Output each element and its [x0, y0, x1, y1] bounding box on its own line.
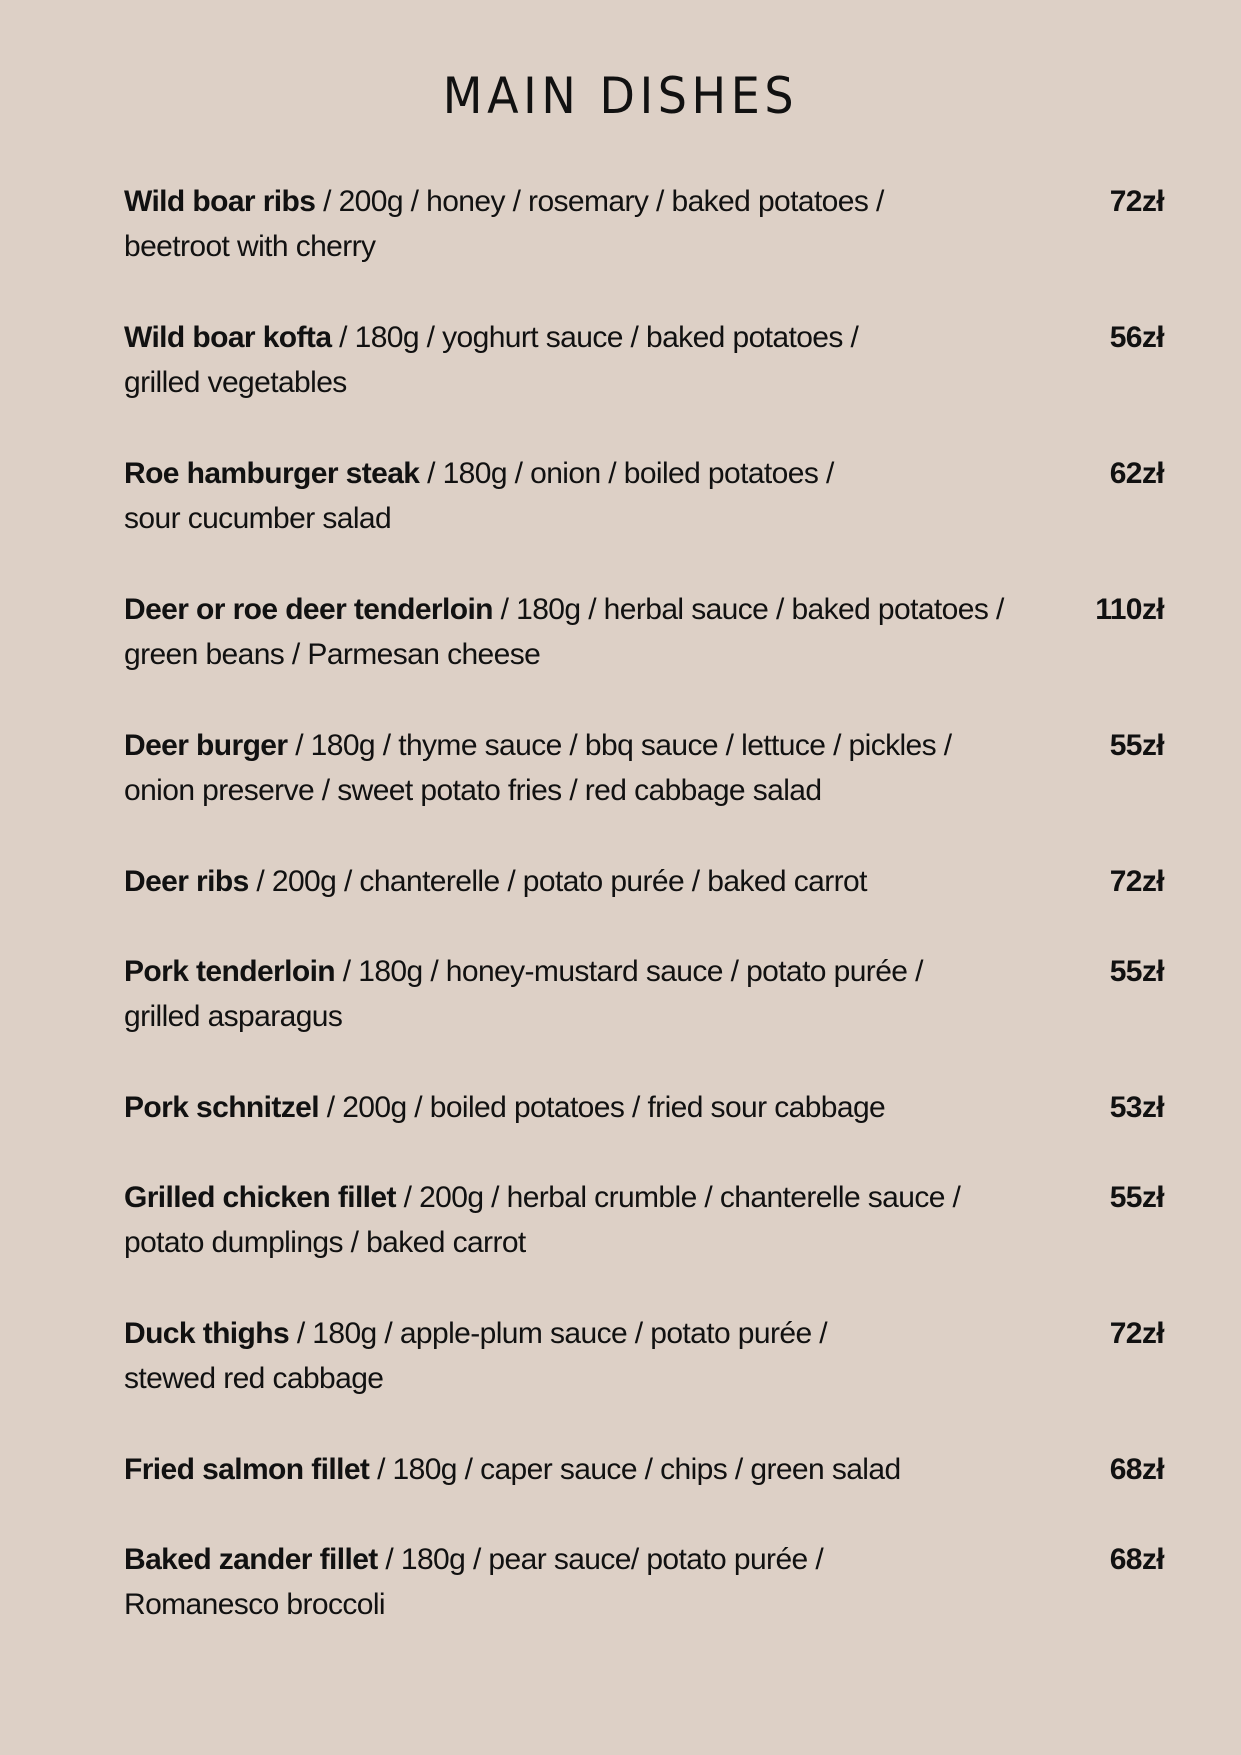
dish-details-continued: grilled vegetables: [124, 366, 347, 399]
dish-price: 110zł: [1095, 593, 1164, 626]
dish-details-continued: beetroot with cherry: [124, 230, 376, 263]
page-title: MAIN DISHES: [442, 67, 799, 125]
dish-price: 68zł: [1109, 1543, 1164, 1576]
dish-details: / 180g / honey-mustard sauce / potato purée /: [335, 955, 923, 988]
dish-details-continued: grilled asparagus: [124, 1000, 343, 1033]
dish-price: 55zł: [1109, 1181, 1164, 1214]
menu-item: [124, 949, 1164, 1085]
menu-item-description: [124, 1537, 1054, 1627]
dish-details-continued: stewed red cabbage: [124, 1362, 384, 1395]
menu-item: [124, 1311, 1164, 1447]
menu-item-description: [124, 451, 1054, 541]
menu-item: [124, 587, 1164, 723]
dish-name: Wild boar kofta: [124, 321, 332, 354]
dish-price: 55zł: [1109, 729, 1164, 762]
menu-item-description: [124, 949, 1054, 1039]
menu-item-description: [124, 315, 1054, 405]
dish-details: / 180g / thyme sauce / bbq sauce / lettuce / pickles /: [287, 729, 952, 762]
dish-name: Pork schnitzel: [124, 1091, 319, 1124]
menu-item: [124, 179, 1164, 315]
dish-details: / 180g / caper sauce / chips / green salad: [369, 1453, 901, 1486]
dish-price: 53zł: [1109, 1091, 1164, 1124]
dish-name: Deer burger: [124, 729, 288, 762]
dish-price: 72zł: [1109, 185, 1164, 218]
dish-details: / 180g / herbal sauce / baked potatoes /: [492, 593, 1004, 626]
menu-item: [124, 723, 1164, 859]
dish-details: / 180g / apple-plum sauce / potato purée /: [289, 1317, 827, 1350]
dish-name: Deer ribs: [124, 865, 249, 898]
menu-item: [124, 1175, 1164, 1311]
dish-details-continued: onion preserve / sweet potato fries / red cabbage salad: [124, 774, 822, 807]
dish-price: 55zł: [1109, 955, 1164, 988]
dish-name: Grilled chicken fillet: [124, 1181, 396, 1214]
dish-details-continued: sour cucumber salad: [124, 502, 392, 535]
dish-price: 62zł: [1109, 457, 1164, 490]
menu-item-description: [124, 1447, 1054, 1492]
dish-name: Pork tenderloin: [124, 955, 336, 988]
dish-price: 72zł: [1109, 1317, 1164, 1350]
menu-item-description: [124, 587, 1054, 677]
dish-details-continued: Romanesco broccoli: [124, 1588, 385, 1621]
dish-name: Fried salmon fillet: [124, 1453, 370, 1486]
menu-item: [124, 859, 1164, 949]
dish-price: 56zł: [1109, 321, 1164, 354]
dish-name: Duck thighs: [124, 1317, 290, 1350]
dish-details: / 180g / pear sauce/ potato purée /: [377, 1543, 824, 1576]
dish-details: / 200g / honey / rosemary / baked potatoes /: [315, 185, 884, 218]
dish-price: 72zł: [1109, 865, 1164, 898]
menu-item: [124, 1447, 1164, 1537]
dish-name: Baked zander fillet: [124, 1543, 378, 1576]
dish-details: / 180g / yoghurt sauce / baked potatoes /: [331, 321, 859, 354]
menu-item: [124, 1085, 1164, 1175]
dish-name: Roe hamburger steak: [124, 457, 420, 490]
menu-item-description: [124, 1175, 1054, 1265]
menu-item: [124, 1537, 1164, 1673]
dish-name: Wild boar ribs: [124, 185, 316, 218]
menu-item-description: [124, 859, 1054, 904]
menu-item-description: [124, 1085, 1054, 1130]
dish-details: / 200g / boiled potatoes / fried sour cabbage: [319, 1091, 886, 1124]
menu-item: [124, 315, 1164, 451]
menu-item-description: [124, 179, 1054, 269]
menu-item: [124, 451, 1164, 587]
menu-list: [124, 179, 1164, 1673]
dish-price: 68zł: [1109, 1453, 1164, 1486]
dish-details-continued: green beans / Parmesan cheese: [124, 638, 541, 671]
menu-item-description: [124, 1311, 1054, 1401]
dish-name: Deer or roe deer tenderloin: [124, 593, 493, 626]
dish-details: / 180g / onion / boiled potatoes /: [419, 457, 834, 490]
menu-item-description: [124, 723, 1054, 813]
dish-details: / 200g / chanterelle / potato purée / baked carrot: [248, 865, 867, 898]
dish-details: / 200g / herbal crumble / chanterelle sauce /: [395, 1181, 961, 1214]
dish-details-continued: potato dumplings / baked carrot: [124, 1226, 526, 1259]
